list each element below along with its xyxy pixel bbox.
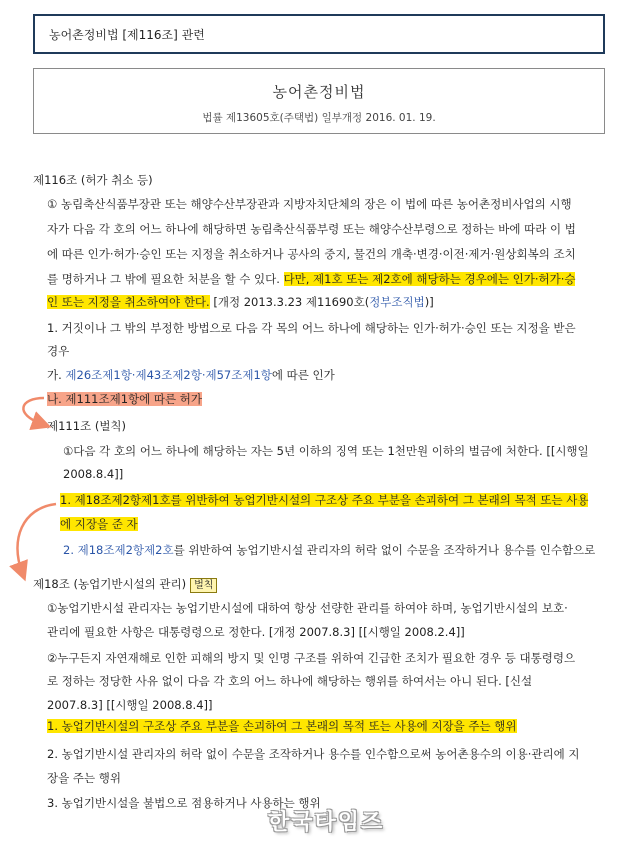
art111-item1-line2 <box>60 516 138 532</box>
art18-item2-line2: 장을 주는 행위 <box>47 771 121 785</box>
highlight-item1-a: 1. 제18조제2항제1호를 위반하여 농업기반시설의 구조상 주요 부분을 손괴하여 그 본래의 목적 또는 사용 <box>60 493 589 507</box>
art116-para1-line2: 자가 다음 각 호의 어느 하나에 해당하면 농림축산식품부령 또는 해양수산부령으로 정하는 바에 따라 이 법 <box>47 222 576 236</box>
art116-para1-line1: ① 농림축산식품부장관 또는 해양수산부장관과 지방자치단체의 장은 이 법에 따른 농어촌정비사업의 시행 <box>47 197 572 211</box>
art116-item-ga: 가. 제26조제1항·제43조제2항·제57조제1항에 따른 인가 <box>47 368 335 382</box>
law-subtitle: 법률 제13605호(주택법) 일부개정 2016. 01. 19. <box>202 112 436 124</box>
art116-para1-line4: 를 명하거나 그 밖에 필요한 처분을 할 수 있다. 다만, 제1호 또는 제2호에 해당하는 경우에는 인가·허가·승 <box>47 272 576 286</box>
art111-para-line2: 2008.8.4]] <box>63 467 124 481</box>
art116-item1-line1: 1. 거짓이나 그 밖의 부정한 방법으로 다음 각 목의 어느 하나에 해당하는 인가·허가·승인 또는 지정을 받은 <box>47 321 576 335</box>
law-title: 농어촌정비법 <box>272 83 366 101</box>
highlight-item1-b: 에 지장을 준 자 <box>60 517 138 531</box>
header-title: 농어촌정비법 [제116조] 관련 <box>49 27 205 42</box>
header-box <box>33 14 605 54</box>
highlight-proviso-end: 인 또는 지정을 취소하여야 한다. <box>47 295 210 309</box>
highlight-proviso: 다만, 제1호 또는 제2호에 해당하는 경우에는 인가·허가·승 <box>283 272 576 286</box>
curved-arrow-to-art111 <box>8 392 58 432</box>
art18-para2-line1: ②누구든지 자연재해로 인한 피해의 방지 및 인명 구조를 위하여 긴급한 조치가 필요한 경우 등 대통령령으 <box>47 651 576 665</box>
art18-para1-line2: 관리에 필요한 사항은 대통령령으로 정한다. [개정 2007.8.3] [[시행일 2008.2.4]] <box>47 625 465 639</box>
highlight-art18-item1: 1. 농업기반시설의 구조상 주요 부분을 손괴하여 그 본래의 목적 또는 사용에 지장을 주는 행위 <box>47 719 517 733</box>
art18-para2-line2: 로 정하는 정당한 사유 없이 다음 각 호의 어느 하나에 해당하는 행위를 하여서는 아니 된다. [신설 <box>47 674 533 688</box>
watermark-logo: 한국타임즈 <box>268 810 385 835</box>
art116-item-na <box>47 391 202 407</box>
link-article-18-2-2[interactable]: 2. 제18조제2항제2호 <box>63 543 174 557</box>
art18-item1 <box>47 718 517 734</box>
art116-para1-line5: 인 또는 지정을 취소하여야 한다. [개정 2013.3.23 제11690호(정부조직법)] <box>47 295 434 309</box>
art111-item2: 2. 제18조제2항제2호를 위반하여 농업기반시설 관리자의 허락 없이 수문을 조작하거나 용수를 인수함으로 <box>63 543 596 557</box>
art111-para-line1: ①다음 각 호의 어느 하나에 해당하는 자는 5년 이하의 징역 또는 1천만원 이하의 벌금에 처한다. [[시행일 <box>63 444 589 458</box>
art18-item3: 3. 농업기반시설을 불법으로 점용하거나 사용하는 행위 <box>47 796 321 810</box>
art18-para2-line3: 2007.8.3] [[시행일 2008.8.4]] <box>47 698 213 712</box>
highlight-orange: 나. 제111조제1항에 따른 허가 <box>47 392 202 406</box>
curved-arrow-to-art18 <box>6 496 66 586</box>
link-articles-26-43-57[interactable]: 제26조제1항·제43조제2항·제57조제1항 <box>65 368 272 382</box>
art18-para1-line1: ①농업기반시설 관리자는 농업기반시설에 대하여 항상 선량한 관리를 하여야 하며, 농업기반시설의 보호· <box>47 601 568 615</box>
art111-item1-line1 <box>60 492 588 508</box>
article-116-heading: 제116조 (허가 취소 등) <box>33 173 153 187</box>
law-title-box <box>33 68 605 134</box>
link-government-org-act[interactable]: 정부조직법 <box>369 295 425 309</box>
penalty-badge[interactable]: 벌칙 <box>190 578 217 593</box>
art116-item1-line2: 경우 <box>47 344 70 358</box>
article-18-heading: 제18조 (농업기반시설의 관리) 벌칙 <box>33 576 217 593</box>
art18-item2-line1: 2. 농업기반시설 관리자의 허락 없이 수문을 조작하거나 용수를 인수함으로써 농어촌용수의 이용·관리에 지 <box>47 747 580 761</box>
art116-para1-line3: 에 따른 인가·허가·승인 또는 지정을 취소하거나 공사의 중지, 물건의 개축·변경·이전·제거·원상회복의 조치 <box>47 247 576 261</box>
article-111-heading: 제111조 (벌칙) <box>47 419 127 433</box>
